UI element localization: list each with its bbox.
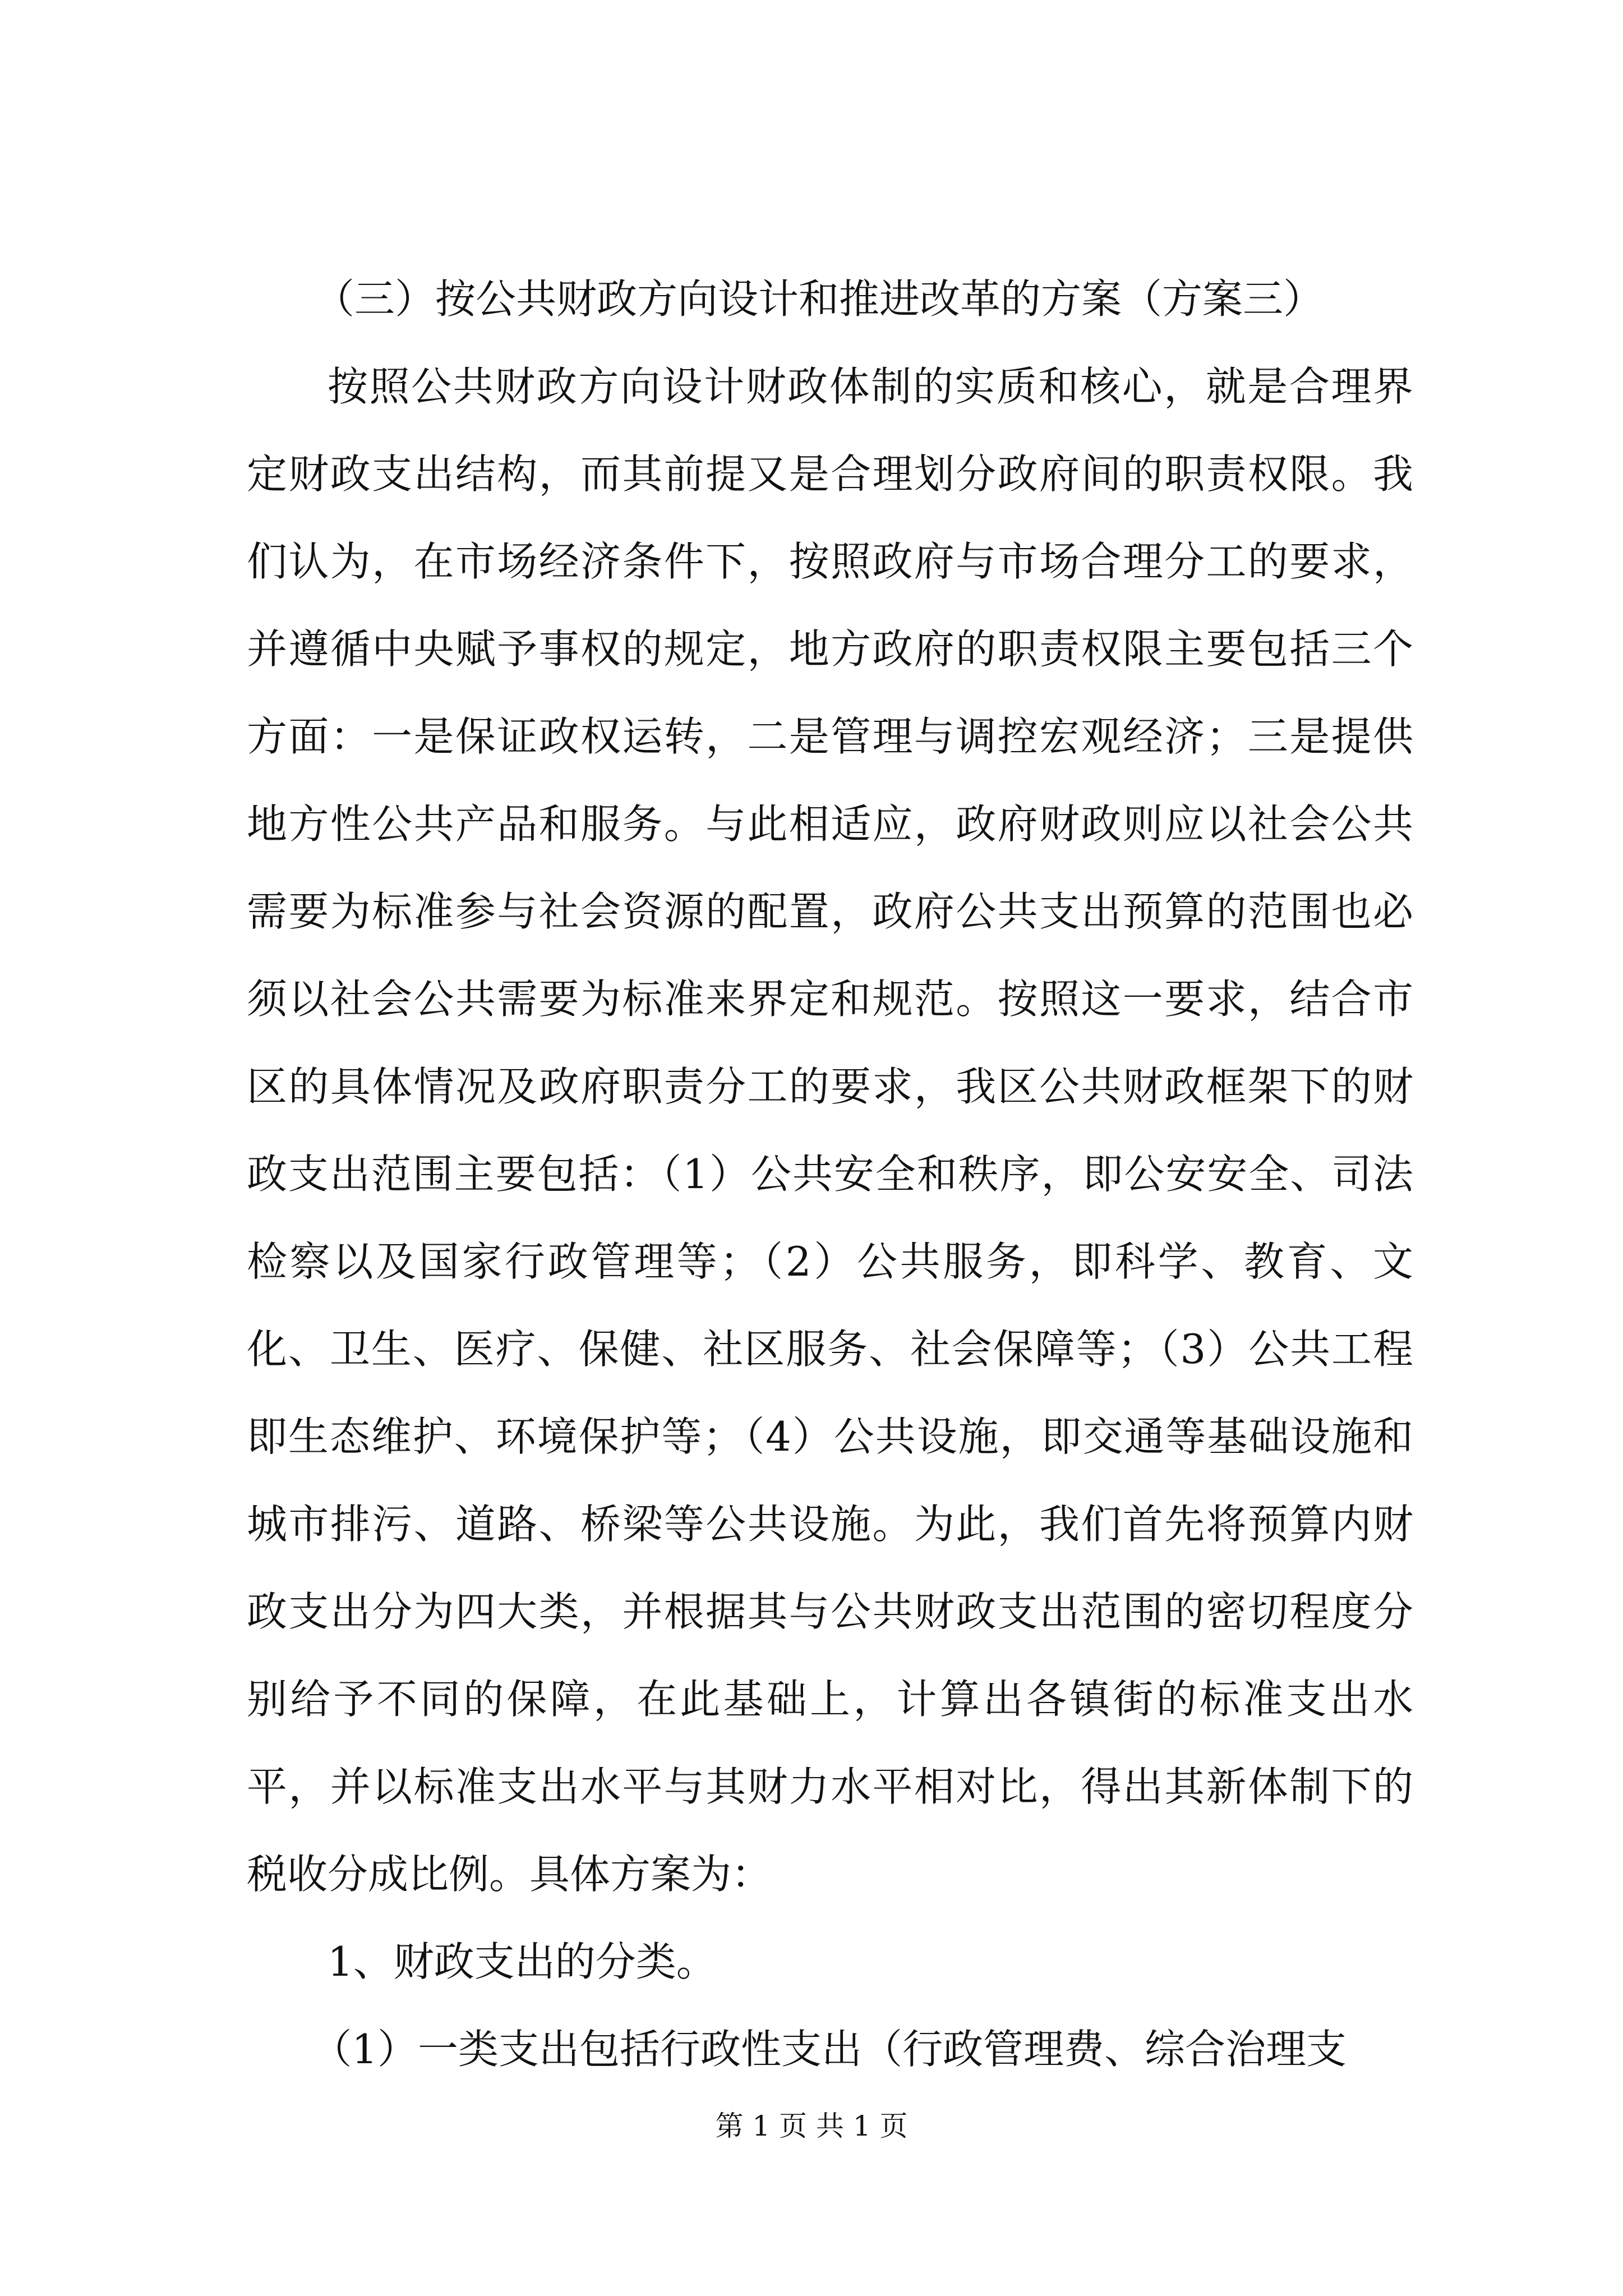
page-footer: 第 1 页 共 1 页 (715, 2110, 908, 2142)
body-paragraph: 按照公共财政方向设计财政体制的实质和核心，就是合理界定财政支出结构，而其前提又是合理划分政府间的职责权限。我们认为，在市场经济条件下，按照政府与市场合理分工的要求，并遵循中央赋予事权的规定，地方政府的职责权限主要包括三个方面：一是保证政权运转，二是管理与调控宏观经济；三是提供地方性公共产品和服务。与此相适应，政府财政则应以社会公共需要为标准参与社会资源的配置，政府公共支出预算的范围也必须以社会公共需要为标准来界定和规范。按照这一要求，结合市区的具体情况及政府职责分工的要求，我区公共财政框架下的财政支出范围主要包括：（1）公共安全和秩序，即公安安全、司法检察以及国家行政管理等；（2）公共服务，即科学、教育、文化、卫生、医疗、保健、社区服务、社会保障等；（3）公共工程即生态维护、环境保护等；（4）公共设施，即交通等基础设施和城市排污、道路、桥梁等公共设施。为此，我们首先将预算内财政支出分为四大类，并根据其与公共财政支出范围的密切程度分别给予不同的保障，在此基础上，计算出各镇街的标准支出水平，并以标准支出水平与其财力水平相对比，得出其新体制下的税收分成比例。具体方案为： (247, 363, 1413, 1898)
list-item-1: 1、财政支出的分类。 (328, 1938, 717, 1985)
section-heading: （三）按公共财政方向设计和推进改革的方案（方案三） (314, 275, 1324, 323)
document-body (247, 255, 1413, 2093)
list-item-1-1: （1）一类支出包括行政性支出（行政管理费、综合治理支 (311, 2026, 1347, 2073)
